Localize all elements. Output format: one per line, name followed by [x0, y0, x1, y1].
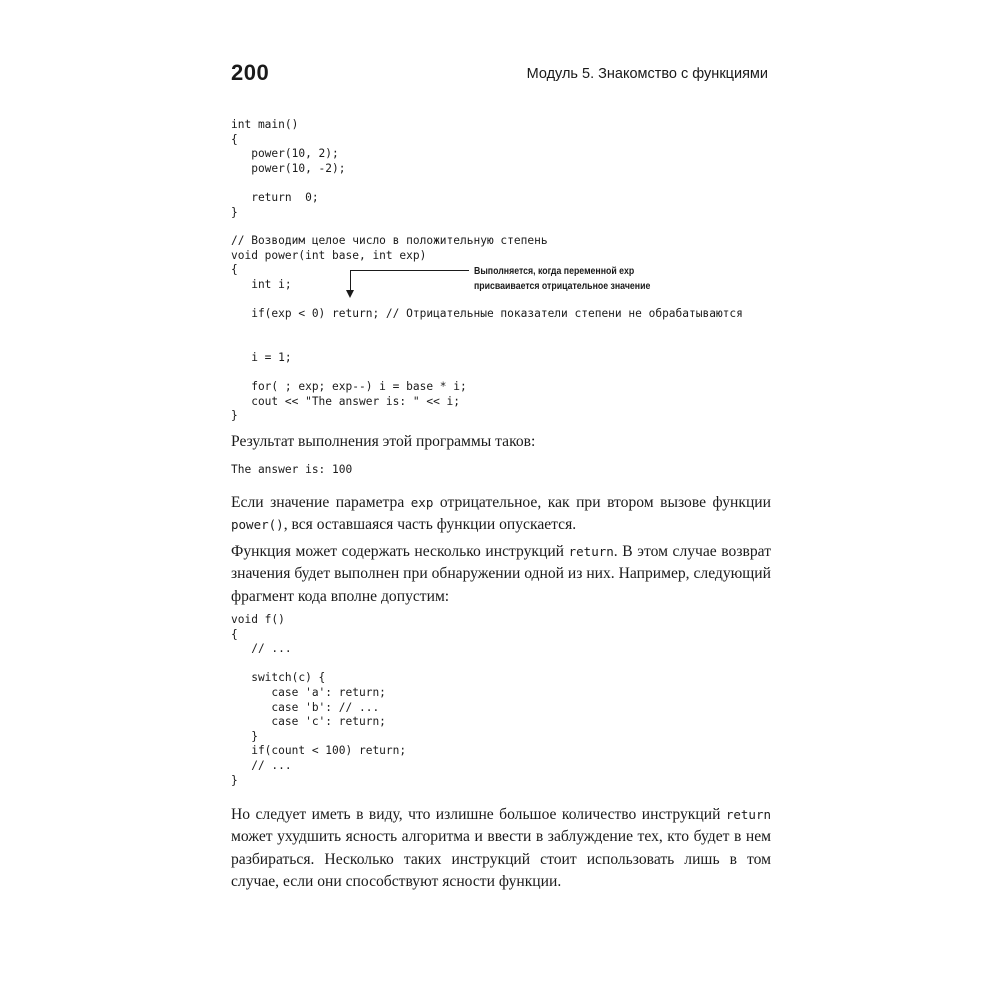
paragraph-result-intro: Результат выполнения этой программы таков:: [231, 433, 536, 450]
callout-arrow-stem: [350, 270, 351, 291]
arrow-down-icon: [346, 290, 354, 298]
text-span: отрицательное, как при втором вызове функции: [433, 494, 771, 511]
text-span: . В этом случае возврат значения будет выполнен при обнаружении одной из них. Например, следующий фрагмент кода вполне допустим:: [231, 543, 772, 605]
text-span: может ухудшить ясность алгоритма и ввести в заблуждение тех, кто будет в нем разбираться. Несколько таких инструкций стоит использовать лишь в том случае, если они способствуют ясности функции.: [231, 828, 771, 890]
text-span: Функция может содержать несколько инструкций: [231, 543, 569, 560]
code-block-f: void f() { // ... switch(c) { case 'a': return; case 'b': // ... case 'c': return; } if(count < 100) return; // ... }: [231, 613, 407, 787]
paragraph-conclusion: [231, 804, 771, 893]
page-number: 200: [231, 60, 270, 85]
inline-code: return: [725, 807, 771, 822]
inline-code: power(): [231, 517, 284, 533]
annotation-line-1: Выполняется, когда переменной exp: [474, 266, 635, 277]
code-block-main: int main() { power(10, 2); power(10, -2); return 0; }: [231, 118, 346, 219]
inline-code: exp: [410, 495, 434, 510]
text-span: Если значение параметра: [231, 494, 411, 511]
code-block-power: // Возводим целое число в положительную степень void power(int base, int exp) { int i; if(exp < 0) return; // Отрицательные показатели степени не обрабатываются i = 1; for( ; exp; exp--) i = base * i; cout << "The answer is: " << i; }: [231, 234, 743, 423]
annotation-text: [474, 264, 650, 294]
text-span: , вся оставшаяся часть функции опускается.: [283, 516, 577, 534]
text-span: Но следует иметь в виду, что излишне большое количество инструкций: [231, 806, 726, 823]
running-header-title: Модуль 5. Знакомство с функциями: [526, 66, 768, 82]
paragraph-exp-negative: [231, 492, 771, 537]
inline-code: return: [568, 544, 614, 559]
program-output: The answer is: 100: [231, 463, 353, 476]
annotation-line-2: присваивается отрицательное значение: [474, 281, 651, 292]
paragraph-multiple-returns: [231, 541, 771, 608]
callout-leader-line: [350, 270, 469, 271]
